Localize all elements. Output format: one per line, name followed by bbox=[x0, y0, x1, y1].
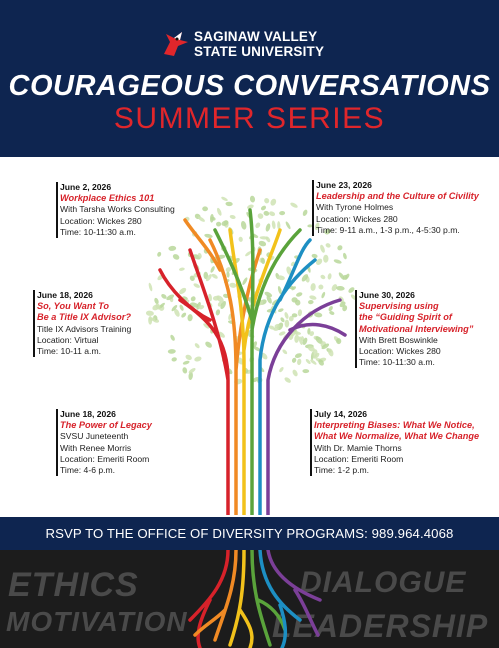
leaf bbox=[291, 369, 298, 377]
event-detail: With Tarsha Works Consulting bbox=[60, 204, 175, 215]
event-title: Leadership and the Culture of Civility bbox=[316, 191, 479, 202]
leaf bbox=[311, 253, 318, 258]
leaf bbox=[284, 312, 290, 320]
leaf bbox=[171, 357, 177, 362]
footer-word: LEADERSHIP bbox=[272, 608, 489, 644]
leaf bbox=[285, 320, 290, 328]
leaf bbox=[202, 206, 208, 211]
event-detail: With Brett Boswinkle bbox=[359, 334, 438, 345]
leaf bbox=[285, 221, 292, 230]
leaf bbox=[216, 207, 222, 216]
leaf bbox=[302, 369, 309, 373]
leaf bbox=[190, 295, 197, 302]
leaf bbox=[271, 220, 276, 229]
cardinal-icon bbox=[160, 28, 190, 58]
event-date: June 2, 2026 bbox=[60, 182, 112, 192]
leaf bbox=[289, 202, 298, 209]
leaf bbox=[321, 291, 326, 298]
leaf bbox=[320, 274, 327, 280]
event-card bbox=[314, 409, 479, 476]
leaf bbox=[282, 349, 288, 355]
leaf bbox=[265, 223, 271, 232]
leaf bbox=[238, 236, 243, 242]
event-detail: Title IX Advisors Training bbox=[37, 323, 132, 334]
leaf bbox=[284, 376, 292, 384]
leaf bbox=[240, 220, 247, 230]
leaf bbox=[229, 282, 237, 288]
university-name-line2: STATE UNIVERSITY bbox=[194, 44, 325, 59]
leaf bbox=[215, 309, 221, 316]
event-card bbox=[37, 290, 131, 357]
leaf bbox=[305, 358, 312, 365]
leaf bbox=[229, 214, 236, 219]
leaf bbox=[297, 358, 302, 365]
leaf bbox=[211, 273, 219, 280]
leaf bbox=[225, 201, 232, 206]
leaf bbox=[241, 277, 248, 286]
leaf bbox=[294, 352, 302, 359]
event-title: Workplace Ethics 101 bbox=[60, 193, 155, 204]
leaf bbox=[169, 334, 175, 342]
leaf bbox=[168, 349, 176, 354]
event-detail: With Renee Morris bbox=[60, 442, 132, 453]
leaf bbox=[257, 212, 265, 220]
leaf bbox=[278, 308, 285, 313]
leaf bbox=[350, 293, 358, 301]
leaf bbox=[263, 197, 270, 204]
leaf bbox=[333, 259, 342, 265]
leaf bbox=[194, 342, 201, 349]
leaf bbox=[179, 304, 185, 311]
event-date: June 30, 2026 bbox=[359, 290, 415, 300]
leaf bbox=[280, 317, 286, 323]
event-detail: Location: Wickes 280 bbox=[316, 213, 398, 224]
leaf bbox=[185, 354, 193, 361]
leaf bbox=[323, 255, 329, 263]
leaf bbox=[179, 267, 185, 271]
event-detail: With Dr. Mamie Thorns bbox=[314, 442, 402, 453]
university-name-line1: SAGINAW VALLEY bbox=[194, 29, 318, 44]
event-detail: Time: 10-11:30 a.m. bbox=[359, 357, 435, 368]
leaf bbox=[210, 214, 214, 223]
leaf bbox=[249, 195, 255, 203]
event-date: June 23, 2026 bbox=[316, 180, 372, 190]
leaf bbox=[336, 244, 343, 251]
svsu-logo bbox=[160, 28, 340, 64]
leaf bbox=[153, 297, 159, 305]
event-card bbox=[60, 182, 175, 238]
event-detail: Time: 10-11:30 a.m. bbox=[60, 226, 136, 237]
leaf bbox=[279, 211, 285, 215]
footer-word: MOTIVATION bbox=[6, 606, 188, 637]
leaf bbox=[172, 253, 180, 261]
event-date: July 14, 2026 bbox=[314, 409, 368, 419]
leaf bbox=[216, 222, 221, 227]
event-title: the “Guiding Spirit of bbox=[359, 312, 452, 323]
leaf bbox=[260, 205, 267, 212]
event-detail: Location: Emeriti Room bbox=[314, 453, 404, 464]
page-subtitle: SUMMER SERIES bbox=[113, 102, 386, 135]
leaf bbox=[168, 246, 176, 252]
leaf bbox=[254, 222, 261, 229]
page-title: COURAGEOUS CONVERSATIONS bbox=[8, 70, 491, 102]
event-detail: Location: Wickes 280 bbox=[359, 346, 441, 357]
leaf bbox=[319, 244, 326, 253]
event-detail: With Tyrone Holmes bbox=[316, 202, 394, 213]
leaf bbox=[148, 282, 153, 291]
leaf bbox=[182, 360, 190, 365]
leaf bbox=[308, 300, 314, 305]
leaf bbox=[327, 273, 332, 280]
event-detail: Time: 9-11 a.m., 1-3 p.m., 4-5:30 p.m. bbox=[316, 224, 460, 235]
leaf bbox=[210, 265, 216, 273]
leaf bbox=[193, 282, 201, 288]
header-banner bbox=[0, 0, 499, 157]
event-detail: Location: Emeriti Room bbox=[60, 453, 150, 464]
leaf bbox=[336, 286, 345, 291]
event-card bbox=[359, 290, 473, 368]
event-title: So, You Want To bbox=[37, 301, 109, 312]
leaf bbox=[182, 367, 188, 374]
leaf bbox=[328, 305, 334, 312]
leaf bbox=[342, 252, 347, 259]
leaf bbox=[302, 209, 309, 217]
event-title: Interpreting Biases: What We Notice, bbox=[314, 420, 475, 431]
leaf bbox=[268, 210, 275, 217]
leaf bbox=[318, 284, 324, 290]
leaf bbox=[146, 310, 154, 316]
event-detail: Location: Virtual bbox=[37, 334, 99, 345]
leaf bbox=[325, 242, 332, 248]
footer-word: DIALOGUE bbox=[300, 566, 467, 599]
leaf bbox=[204, 233, 213, 239]
event-detail: Location: Wickes 280 bbox=[60, 215, 142, 226]
leaf bbox=[157, 251, 162, 257]
leaf bbox=[295, 291, 303, 297]
leaf bbox=[329, 310, 335, 315]
event-title: Supervising using bbox=[359, 301, 439, 312]
event-detail: Time: 10-11 a.m. bbox=[37, 346, 101, 357]
leaf bbox=[204, 340, 213, 349]
leaf bbox=[178, 287, 187, 296]
event-title: The Power of Legacy bbox=[60, 420, 152, 431]
leaf bbox=[269, 198, 277, 207]
footer-band bbox=[0, 550, 499, 648]
event-title: Be a Title IX Advisor? bbox=[37, 312, 131, 323]
leaf bbox=[298, 309, 303, 316]
rsvp-banner: RSVP TO THE OFFICE OF DIVERSITY PROGRAMS: 989.964.4068 bbox=[0, 517, 499, 550]
event-title: Motivational Interviewing” bbox=[359, 323, 474, 334]
leaf bbox=[294, 334, 300, 343]
leaf bbox=[310, 283, 316, 291]
event-card bbox=[60, 409, 152, 476]
tree-roots-illustration bbox=[170, 550, 330, 648]
event-title: What We Normalize, What We Change bbox=[314, 431, 480, 442]
leaf bbox=[278, 366, 284, 373]
footer-word: ETHICS bbox=[8, 566, 139, 604]
event-date: June 18, 2026 bbox=[37, 290, 93, 300]
leaf bbox=[180, 312, 187, 319]
leaf bbox=[221, 196, 229, 202]
event-detail: SVSU Juneteenth bbox=[60, 431, 129, 442]
leaf bbox=[194, 356, 202, 363]
event-detail: Time: 1-2 p.m. bbox=[314, 465, 370, 476]
event-card bbox=[316, 180, 479, 236]
leaf bbox=[258, 240, 267, 247]
event-date: June 18, 2026 bbox=[60, 409, 116, 419]
leaf bbox=[263, 210, 270, 216]
leaf bbox=[291, 357, 297, 363]
leaf bbox=[187, 314, 193, 322]
event-detail: Time: 4-6 p.m. bbox=[60, 465, 116, 476]
leaf bbox=[309, 295, 317, 301]
